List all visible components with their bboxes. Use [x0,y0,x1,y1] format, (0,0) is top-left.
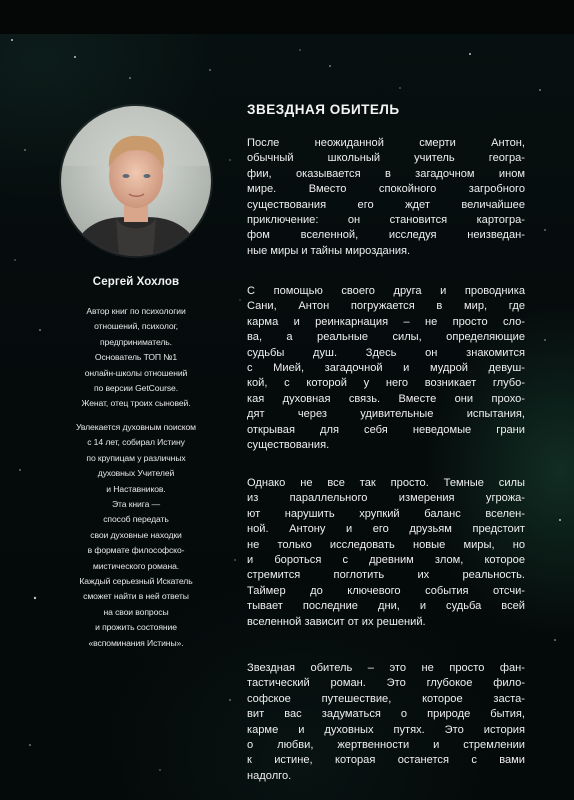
bio-line: Увлекается духовным поиском [76,422,196,432]
star [554,639,556,641]
paragraph-line: ют нарушить хрупкий баланс вселен- [247,507,525,520]
paragraph-line: существования его ждет величайшее [247,198,525,211]
star [229,699,230,700]
star [544,339,545,340]
star [469,53,471,55]
paragraph-line: вселенной зависит от их решений. [247,615,426,628]
star [24,149,25,150]
book-title: ЗВЕЗДНАЯ ОБИТЕЛЬ [247,102,400,117]
bio-line: по крупицам у различных [86,452,186,463]
star [229,159,230,160]
paragraph-line: кой, с которой у него возникает глубо- [247,377,525,390]
paragraph-line: Сани, Антон погружается в мир, где [247,300,525,313]
paragraph-line: фии, оказывается в загадочном ином [247,167,525,180]
paragraph-line: фом вселенной, исследуя неизведан- [247,229,525,242]
bio-line: и Наставников. [106,483,166,494]
bio-line: Автор книг по психологии [86,306,186,316]
star [29,744,31,746]
bio-line: мистического романа. [92,560,180,571]
star [159,769,160,770]
star [129,77,131,79]
star [544,229,545,230]
bio-line: по версии GetCourse. [93,383,179,394]
paragraph-line: тывает последние дни, и судьба всей [247,600,525,613]
paragraph-line: дят через удивительные испытания, [247,408,525,421]
paragraph-line: приключение: он становится картогра- [247,214,525,227]
star [34,597,36,599]
paragraph-line: обычный школьный учитель геогра- [247,152,525,165]
bio-line: духовных Учителей [97,468,175,479]
paragraph-line: надолго. [247,769,292,782]
paragraph-line: После неожиданной смерти Антон, [247,137,525,149]
paragraph-line: софское путешествие, которое заста- [247,692,525,705]
paragraph-line: ные миры и тайны мироздания. [247,244,411,257]
paragraph-line: С помощью своего друга и проводника [247,285,525,297]
star [209,69,210,70]
star [539,89,541,91]
star [14,259,15,260]
bio-line: с 14 лет, собирал Истину [87,437,185,448]
synopsis-paragraph-3 [247,476,525,630]
paragraph-line: с Мией, загадочной и мудрой девуш- [247,362,525,375]
paragraph-line: карме и духовных путях. Это история [247,723,525,736]
paragraph-line: открывая для себя неведомые грани [247,423,525,436]
star [39,329,41,331]
bio-line: Эта книга — [111,499,161,510]
paragraph-line: ной. Антону и его друзьям предстоит [247,523,525,536]
bio-line: предприниматель. [100,336,172,347]
bio-line: «вспоминания Истины». [88,637,184,648]
star [299,49,300,50]
bio-line: и прожить состояние [95,622,177,633]
paragraph-line: мире. Вместо спокойного загробного [247,183,525,196]
bio-line: Каждый серьезный Искатель [79,576,193,587]
paragraph-line: вит вас задуматься о природе бытия, [247,708,525,721]
bio-line: Женат, отец троих сыновей. [81,398,191,409]
synopsis-paragraph-2 [247,284,525,453]
paragraph-line: и бороться с древним злом, которое [247,554,525,567]
bio-line: онлайн-школы отношений [84,367,188,378]
synopsis-paragraph-4 [247,661,525,784]
paragraph-line: не только исследовать новые миры, но [247,538,525,551]
paragraph-line: ва, а реальные силы, определяющие [247,331,525,344]
author-portrait [61,106,211,256]
star [11,39,13,41]
author-name: Сергей Хохлов [92,276,180,288]
star [559,519,561,521]
star [329,65,331,67]
paragraph-line: тастический роман. Это глубокое фило- [247,677,525,690]
star [74,56,76,58]
paragraph-line: о любви, жертвенности и стремлении [247,739,525,752]
star [234,559,235,560]
star [19,469,20,470]
paragraph-line: карма и реинкарнация – не просто сло- [247,315,525,328]
synopsis-paragraph-1 [247,136,525,259]
bio-line: отношений, психолог, [94,321,178,332]
bio-line: на свои вопросы [103,606,169,617]
paragraph-line: Звездная обитель – это не просто фан- [247,662,525,674]
author-bio-1 [44,304,228,412]
bio-line: Основатель ТОП №1 [94,352,178,363]
paragraph-line: кая духовная связь. Вместе они прохо- [247,392,525,405]
star [240,300,241,301]
paragraph-line: судьбы душ. Здесь он знакомится [247,346,525,359]
paragraph-line: Однако не все так просто. Темные силы [247,477,525,489]
paragraph-line: к истине, которая останется с вами [247,754,525,767]
author-bio-2 [44,420,228,651]
bio-line: в формате философско- [87,545,185,556]
paragraph-line: существования. [247,439,330,452]
paragraph-line: стремится поглотить их реальность. [247,569,525,582]
bio-line: сможет найти в ней ответы [83,591,189,602]
paragraph-line: из параллельного измерения угрожа- [247,492,525,505]
bio-line: способ передать [103,514,169,525]
star [399,87,400,88]
bio-line: свои духовные находки [90,529,182,540]
paragraph-line: Таймер до ключевого события отсчи- [247,584,525,597]
